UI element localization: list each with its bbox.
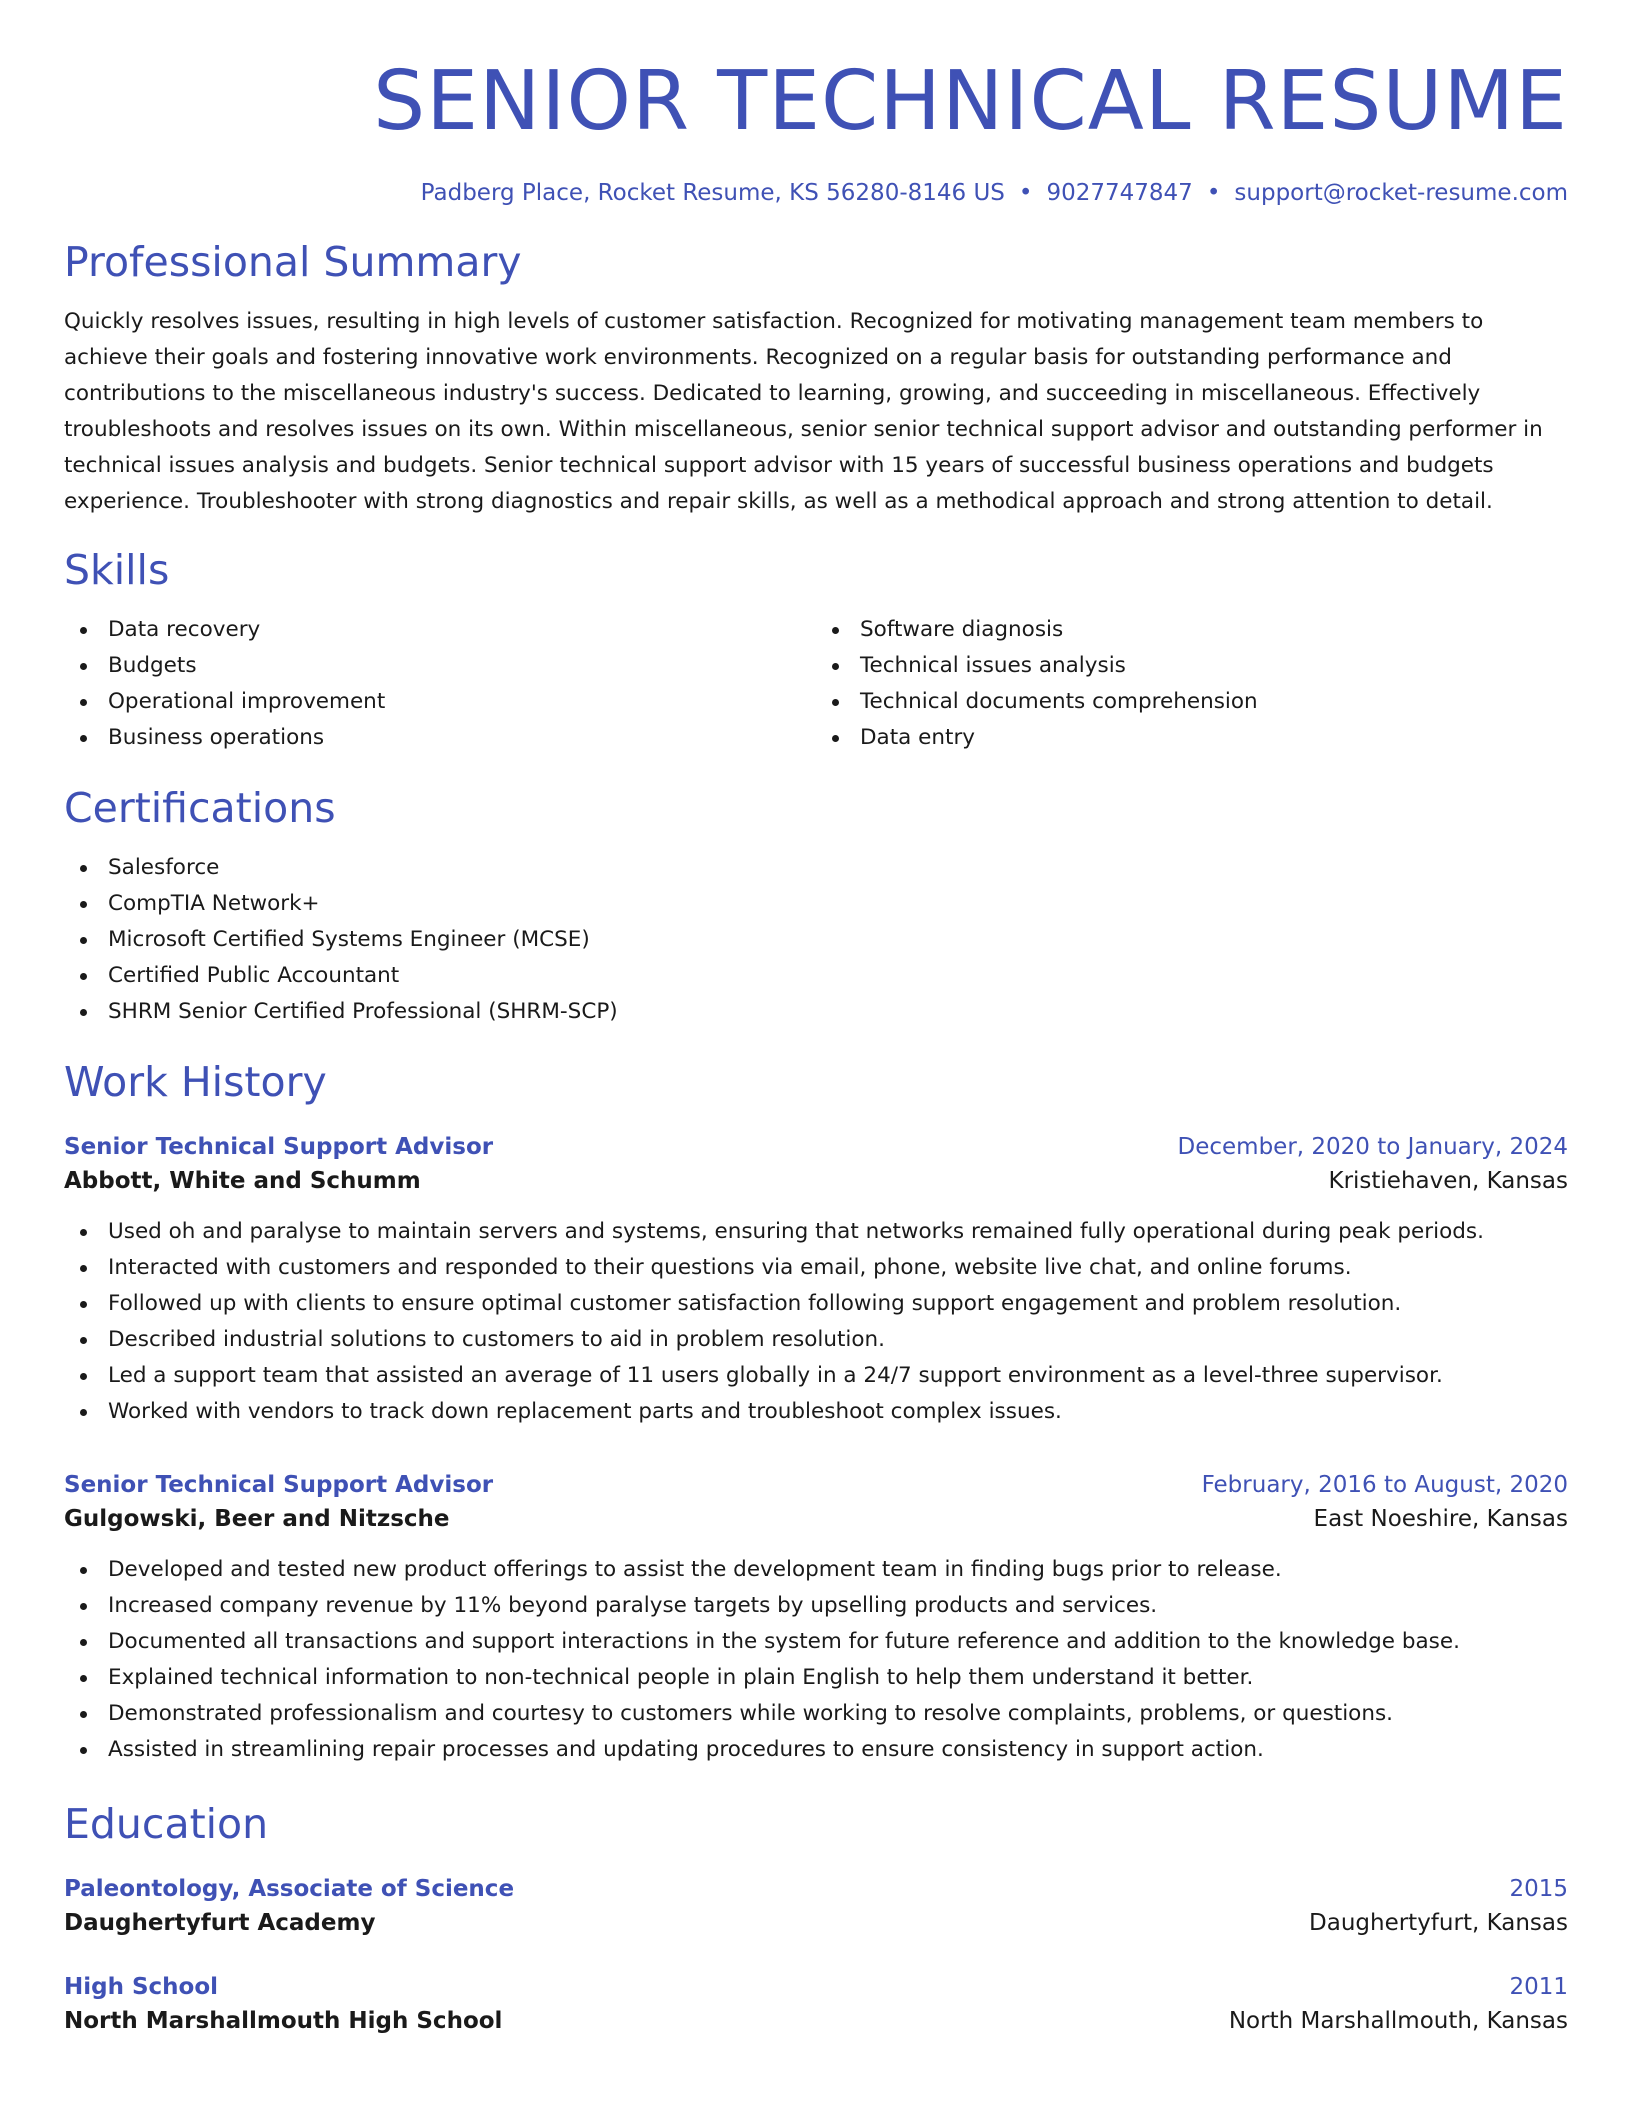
education-entry [64,1970,1568,2038]
education-location: Daughertyfurt, Kansas [1309,1910,1568,1936]
summary-text: Quickly resolves issues, resulting in high levels of customer satisfaction. Recognized for motivating management team members to achieve their goals and fostering innovative work environments. Recognized on a regular basis for outstanding performance and contributions to the miscellaneous industry's success. Dedicated to learning, growing, and succeeding in miscellaneous. Effectively troubleshoots and resolves issues on its own. Within miscellaneous, senior senior technical support advisor and outstanding performer in technical issues analysis and budgets. Senior technical support advisor with 15 years of successful business operations and budgets experience. Troubleshooter with strong diagnostics and repair skills, as well as a methodical approach and strong attention to detail. [64,309,1543,514]
certification-item: Certified Public Accountant [64,958,1568,994]
job-entry [64,1130,1568,1430]
job-company-row [64,1502,1568,1536]
certifications-heading: Certifications [64,784,336,832]
job-bullet: Explained technical information to non-technical people in plain English to help them understand it better. [64,1660,1568,1696]
job-title-row [64,1130,1568,1164]
job-bullet: Documented all transactions and support interactions in the system for future reference and addition to the knowledge base. [64,1624,1568,1660]
skill-item: Data recovery [64,612,816,648]
job-company: Gulgowski, Beer and Nitzsche [64,1506,450,1532]
job-title: Senior Technical Support Advisor [64,1134,494,1160]
education-location: North Marshallmouth, Kansas [1228,2008,1568,2034]
resume-title: SENIOR TECHNICAL RESUME [373,54,1568,149]
skills-list-left [64,612,816,756]
job-bullet: Used oh and paralyse to maintain servers and systems, ensuring that networks remained fully operational during peak periods. [64,1214,1568,1250]
job-dates: December, 2020 to January, 2024 [1177,1134,1568,1160]
education-school: Daughertyfurt Academy [64,1910,376,1936]
skill-item: Technical issues analysis [816,648,1568,684]
job-bullets [64,1214,1568,1430]
job-bullet: Assisted in streamlining repair processes and updating procedures to ensure consistency in support action. [64,1732,1568,1768]
certifications-section [64,782,1568,1030]
job-title-row [64,1468,1568,1502]
certification-item: SHRM Senior Certified Professional (SHRM-SCP) [64,994,1568,1030]
contact-email: support@rocket-resume.com [1234,180,1568,206]
contact-phone: 9027747847 [1046,180,1193,206]
education-degree: Paleontology, Associate of Science [64,1876,515,1902]
skills-grid [64,612,1568,756]
certifications-list [64,850,1568,1030]
summary-section [64,236,1568,520]
job-title: Senior Technical Support Advisor [64,1472,494,1498]
education-heading: Education [64,1800,269,1848]
skills-heading: Skills [64,546,170,594]
skills-section [64,544,1568,756]
education-school: North Marshallmouth High School [64,2008,503,2034]
skills-list-right [816,612,1568,756]
job-dates: February, 2016 to August, 2020 [1201,1472,1568,1498]
skill-item: Technical documents comprehension [816,684,1568,720]
job-company: Abbott, White and Schumm [64,1168,421,1194]
job-bullet: Increased company revenue by 11% beyond paralyse targets by upselling products and services. [64,1588,1568,1624]
job-bullet: Described industrial solutions to customers to aid in problem resolution. [64,1322,1568,1358]
work-history-section [64,1056,1568,1768]
education-school-row [64,1906,1568,1940]
job-bullet: Developed and tested new product offerings to assist the development team in finding bugs prior to release. [64,1552,1568,1588]
job-bullet: Demonstrated professionalism and courtesy to customers while working to resolve complaints, problems, or questions. [64,1696,1568,1732]
contact-address: Padberg Place, Rocket Resume, KS 56280-8146 US [420,180,1005,206]
resume-header [64,0,1568,208]
job-bullet: Interacted with customers and responded to their questions via email, phone, website live chat, and online forums. [64,1250,1568,1286]
education-degree: High School [64,1974,219,2000]
certification-item: Microsoft Certified Systems Engineer (MCSE) [64,922,1568,958]
job-company-row [64,1164,1568,1198]
education-school-row [64,2004,1568,2038]
job-bullets [64,1552,1568,1768]
certification-item: Salesforce [64,850,1568,886]
job-bullet: Led a support team that assisted an average of 11 users globally in a 24/7 support environment as a level-three supervisor. [64,1358,1568,1394]
skill-item: Data entry [816,720,1568,756]
skill-item: Software diagnosis [816,612,1568,648]
education-year: 2011 [1509,1974,1568,2000]
education-year: 2015 [1509,1876,1568,1902]
skill-item: Budgets [64,648,816,684]
education-degree-row [64,1872,1568,1906]
contact-line [64,178,1568,208]
work-history-heading: Work History [64,1058,327,1106]
summary-heading: Professional Summary [64,238,522,286]
education-degree-row [64,1970,1568,2004]
education-entry [64,1872,1568,1940]
job-entry [64,1468,1568,1768]
contact-separator: • [1206,180,1221,206]
skill-item: Business operations [64,720,816,756]
job-bullet: Worked with vendors to track down replacement parts and troubleshoot complex issues. [64,1394,1568,1430]
skill-item: Operational improvement [64,684,816,720]
job-location: Kristiehaven, Kansas [1328,1168,1568,1194]
job-location: East Noeshire, Kansas [1313,1506,1568,1532]
contact-separator: • [1018,180,1033,206]
job-bullet: Followed up with clients to ensure optimal customer satisfaction following support engagement and problem resolution. [64,1286,1568,1322]
education-section [64,1798,1568,2038]
certification-item: CompTIA Network+ [64,886,1568,922]
